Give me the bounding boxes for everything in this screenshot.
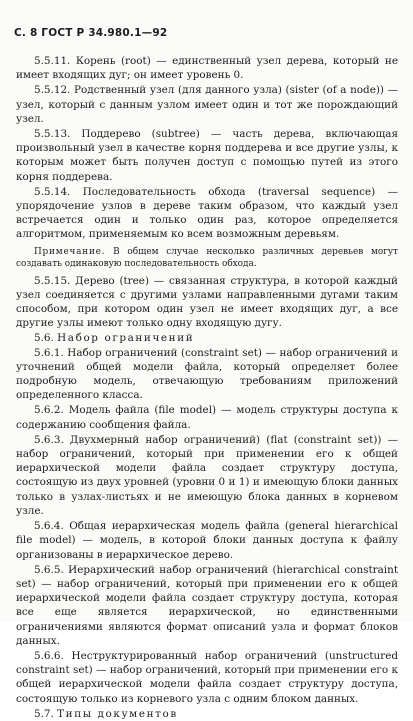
paragraph-5-5-15: 5.5.15. Дерево (tree) — связанная структура, в которой каждый узел соединяется с другими узлами направленными дугами таким способом, при котором один узел не имеет входящих дуг, а все другие узлы имеют только одну входящую дугу.: [16, 274, 398, 330]
paragraph-5-6-1: 5.6.1. Набор ограничений (constraint set) — набор ограничений и уточнений общей модели файла, который определяет более подробную модель, отвечающую требованиям приложений определенного класса.: [16, 346, 398, 402]
section-heading-5-6: [16, 331, 398, 345]
paragraph-5-6-6: 5.6.6. Неструктурированный набор ограничений (unstructured constraint set) — набор ограничений, который при применении его к общей иерархической модели файла создает структуру доступа, состоящую только из корневого узла с одним блоком данных.: [16, 649, 398, 705]
section-title: Набор ограничений: [57, 332, 195, 345]
note: [16, 246, 398, 270]
section-heading-5-7: [16, 707, 398, 721]
page-header: С. 8 ГОСТ Р 34.980.1—92: [14, 27, 168, 39]
paragraph-5-6-5: 5.6.5. Иерархический набор ограничений (hierarchical constraint set) — набор ограничений, который при применении его к общей иерархической модели файла создает структуру доступа, которая все еще является иерархической, но единственными ограничениями являются формат описаний узла и формат блоков данных.: [16, 563, 398, 647]
paragraph-5-5-11: 5.5.11. Корень (root) — единственный узел дерева, который не имеет входящих дуг; он имеет уровень 0.: [16, 55, 398, 82]
page-content: [16, 54, 398, 721]
section-title: Типы документов: [57, 707, 178, 720]
paragraph-5-6-3: 5.6.3. Двухмерный набор ограничений) (flat (constraint set)) — набор ограничений, который при применении его к общей иерархической модели файла создает структуру доступа, состоящую из двух уровней (уровни 0 и 1) и имеющую блоки данных только в узлах-листьях и не имеющую блока данных в корневом узле.: [16, 433, 398, 517]
paragraph-5-5-13: 5.5.13. Поддерево (subtree) — часть дерева, включающая произвольный узел в качестве корня поддерева и все другие узлы, к которым может быть получен доступ с помощью путей из этого корня поддерева.: [16, 128, 398, 183]
section-number: 5.7.: [34, 707, 54, 720]
note-label: Примечание.: [34, 246, 106, 257]
paragraph-5-5-12: 5.5.12. Родственный узел (для данного узла) (sister (of a node)) — узел, который с данным узлом имеет один и тот же порождающий узел.: [16, 84, 398, 125]
paragraph-5-6-4: 5.6.4. Общая иерархическая модель файла (general hierarchical file model) — модель, в которой блоки данных доступа к файлу организованы в иерархическое дерево.: [16, 520, 398, 561]
paragraph-5-6-2: 5.6.2. Модель файла (file model) — модель структуры доступа к содержанию сообщения файла.: [16, 404, 398, 431]
paragraph-5-5-14: 5.5.14. Последовательность обхода (traversal sequence) — упорядочение узлов в дереве таким образом, что каждый узел встречается один и только один раз, которое определяется алгоритмом, применяемым ко всем возможным деревьям.: [16, 185, 398, 241]
note-text: В общем случае несколько различных деревьев могут создавать одинаковую последовательность обхода.: [16, 246, 398, 269]
section-number: 5.6.: [34, 332, 54, 345]
